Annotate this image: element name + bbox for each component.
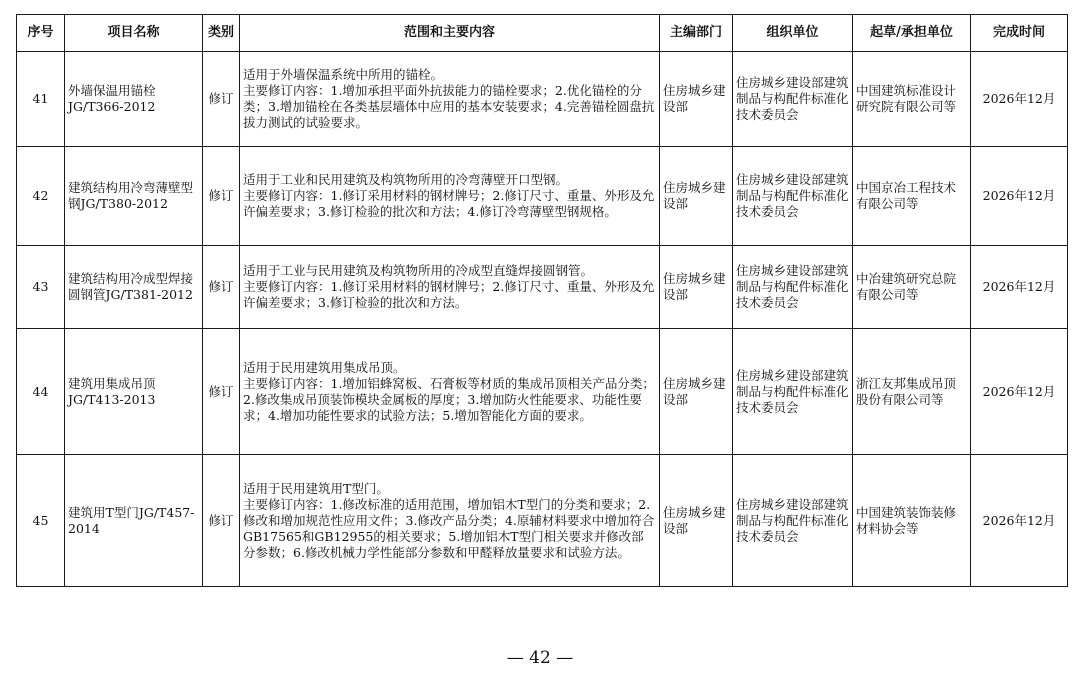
drafting-unit: 中冶建筑研究总院有限公司等 bbox=[853, 246, 971, 329]
category: 修订 bbox=[203, 52, 240, 147]
row-number: 42 bbox=[17, 147, 65, 246]
completion-time: 2026年12月 bbox=[971, 455, 1068, 587]
chief-editor-dept: 住房城乡建设部 bbox=[660, 147, 733, 246]
scope-summary: 适用于外墙保温系统中所用的锚栓。 bbox=[243, 67, 444, 82]
completion-time: 2026年12月 bbox=[971, 329, 1068, 455]
table-row bbox=[17, 329, 1068, 455]
scope-summary: 适用于民用建筑用T型门。 bbox=[243, 480, 389, 496]
scope-revisions: 主要修订内容：1.修改标准的适用范围，增加铝木T型门的分类和要求；2.修改和增加规范性应用文件；3.修改产品分类；4.原辅材料要求中增加符合GB17565和GB12955的相关要求；5.增加铝木T型门相关要求并修改部分参数；6.修改机械力学性能部分参数和甲醛释放量要求和试验方法。 bbox=[243, 496, 655, 560]
drafting-unit: 中国京冶工程技术有限公司等 bbox=[853, 147, 971, 246]
drafting-unit: 浙江友邦集成吊顶股份有限公司等 bbox=[853, 329, 971, 455]
scope-content bbox=[240, 329, 660, 455]
project-name: 外墙保温用锚栓JG/T366-2012 bbox=[65, 52, 203, 147]
scope-revisions: 主要修订内容：1.增加铝蜂窝板、石膏板等材质的集成吊顶相关产品分类；2.修改集成吊顶装饰模块金属板的厚度；3.增加防火性能要求、功能性要求；4.增加功能性要求的试验方法；5.增加智能化方面的要求。 bbox=[243, 375, 655, 423]
row-number: 44 bbox=[17, 329, 65, 455]
header-category: 类别 bbox=[203, 15, 240, 52]
project-name: 建筑用集成吊顶JG/T413-2013 bbox=[65, 329, 203, 455]
page-number: — 42 — bbox=[506, 648, 574, 668]
table-row bbox=[17, 246, 1068, 329]
category: 修订 bbox=[203, 329, 240, 455]
scope-revisions: 主要修订内容：1.修订采用材料的钢材牌号；2.修订尺寸、重量、外形及允许偏差要求；3.修订检验的批次和方法；4.修订冷弯薄壁型钢规格。 bbox=[243, 188, 655, 219]
drafting-unit: 中国建筑装饰装修材料协会等 bbox=[853, 455, 971, 587]
header-project-name: 项目名称 bbox=[65, 15, 203, 52]
scope-summary: 适用于工业和民用建筑及构筑物所用的冷弯薄壁开口型钢。 bbox=[243, 172, 569, 187]
organizer: 住房城乡建设部建筑制品与构配件标准化技术委员会 bbox=[733, 246, 853, 329]
header-completion-time: 完成时间 bbox=[971, 15, 1068, 52]
chief-editor-dept: 住房城乡建设部 bbox=[660, 329, 733, 455]
row-number: 41 bbox=[17, 52, 65, 147]
drafting-unit: 中国建筑标准设计研究院有限公司等 bbox=[853, 52, 971, 147]
project-name: 建筑结构用冷弯薄壁型钢JG/T380-2012 bbox=[65, 147, 203, 246]
row-number: 43 bbox=[17, 246, 65, 329]
completion-time: 2026年12月 bbox=[971, 52, 1068, 147]
standards-table bbox=[16, 14, 1068, 587]
category: 修订 bbox=[203, 455, 240, 587]
scope-revisions: 主要修订内容：1.修订采用材料的钢材牌号；2.修订尺寸、重量、外形及允许偏差要求；3.修订检验的批次和方法。 bbox=[243, 279, 655, 310]
table-row bbox=[17, 455, 1068, 587]
project-name: 建筑结构用冷成型焊接圆钢管JG/T381-2012 bbox=[65, 246, 203, 329]
header-scope: 范围和主要内容 bbox=[240, 15, 660, 52]
scope-summary: 适用于民用建筑用集成吊顶。 bbox=[243, 359, 406, 375]
header-row bbox=[17, 15, 1068, 52]
scope-content bbox=[240, 246, 660, 329]
chief-editor-dept: 住房城乡建设部 bbox=[660, 455, 733, 587]
completion-time: 2026年12月 bbox=[971, 147, 1068, 246]
completion-time: 2026年12月 bbox=[971, 246, 1068, 329]
scope-summary: 适用于工业与民用建筑及构筑物所用的冷成型直缝焊接圆钢管。 bbox=[243, 263, 594, 278]
organizer: 住房城乡建设部建筑制品与构配件标准化技术委员会 bbox=[733, 147, 853, 246]
header-drafting-unit: 起草/承担单位 bbox=[853, 15, 971, 52]
project-name: 建筑用T型门JG/T457-2014 bbox=[65, 455, 203, 587]
table-row bbox=[17, 147, 1068, 246]
header-number: 序号 bbox=[17, 15, 65, 52]
chief-editor-dept: 住房城乡建设部 bbox=[660, 246, 733, 329]
category: 修订 bbox=[203, 246, 240, 329]
table-row bbox=[17, 52, 1068, 147]
chief-editor-dept: 住房城乡建设部 bbox=[660, 52, 733, 147]
category: 修订 bbox=[203, 147, 240, 246]
header-chief-editor-dept: 主编部门 bbox=[660, 15, 733, 52]
organizer: 住房城乡建设部建筑制品与构配件标准化技术委员会 bbox=[733, 329, 853, 455]
scope-content bbox=[240, 147, 660, 246]
scope-content bbox=[240, 455, 660, 587]
header-organizer: 组织单位 bbox=[733, 15, 853, 52]
scope-revisions: 主要修订内容：1.增加承担平面外抗拔能力的锚栓要求；2.优化锚栓的分类；3.增加锚栓在各类基层墙体中应用的基本安装要求；4.完善锚栓圆盘抗拔力测试的试验要求。 bbox=[243, 83, 655, 130]
row-number: 45 bbox=[17, 455, 65, 587]
scope-content bbox=[240, 52, 660, 147]
organizer: 住房城乡建设部建筑制品与构配件标准化技术委员会 bbox=[733, 455, 853, 587]
organizer: 住房城乡建设部建筑制品与构配件标准化技术委员会 bbox=[733, 52, 853, 147]
